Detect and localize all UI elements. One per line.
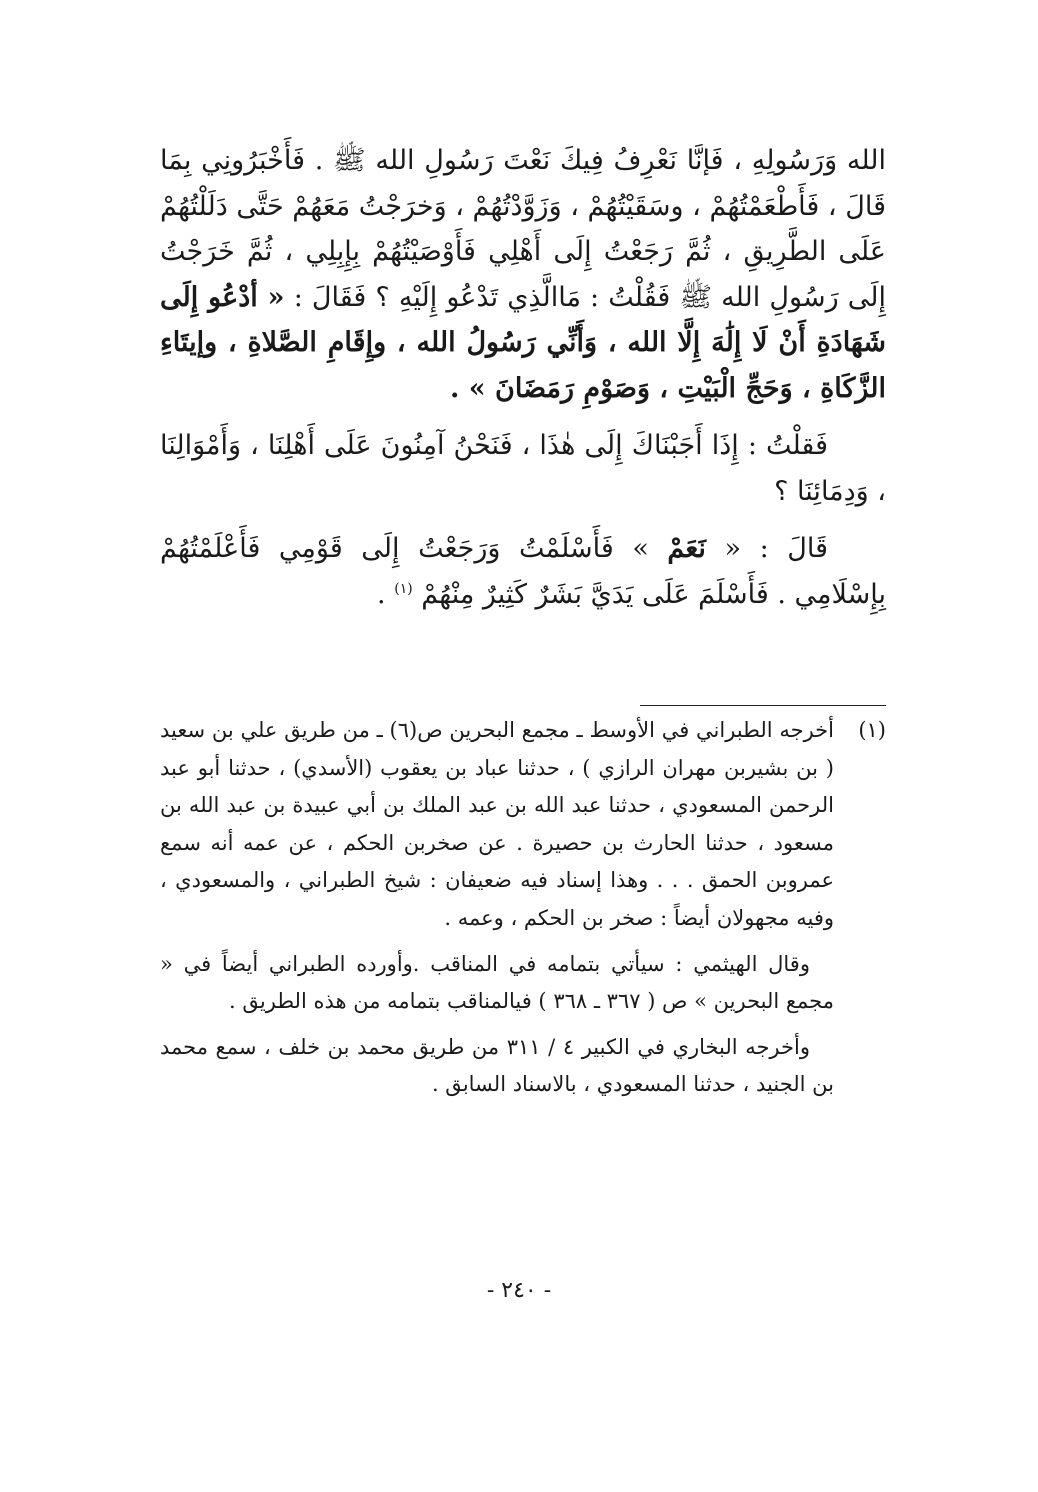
paragraph-3 (160, 526, 886, 617)
paragraph-3-bold-word: نَعَمْ (667, 533, 706, 564)
footnote-paragraph-3: وأخرجه البخاري في الكبير ٤ / ٣١١ من طريق محمد بن خلف ، سمع محمد بن الجنيد ، حدثنا المسعودي ، بالاسناد السابق . (160, 1034, 834, 1097)
paragraph-1 (160, 138, 886, 411)
footnote-1 (160, 712, 886, 1104)
footnote-body (160, 712, 834, 1104)
main-text (160, 138, 886, 617)
footnote-separator-rule (640, 705, 886, 706)
footnote-paragraph-2: وقال الهيثمي : سيأتي بتمامه في المناقب .وأورده الطبراني أيضاً في « مجمع البحرين » ص ( ٣٦٧ ـ ٣٦٨ ) فيالمناقب بتمامه من هذه الطريق . (160, 951, 834, 1014)
page-number: - ٢٤٠ - (486, 1278, 552, 1303)
prophet-quote: « أدْعُو إِلَى شَهَادَةِ أَنْ لَا إِلَٰهَ إِلَّا الله ، وَأَنِّي رَسُولُ الله ، وإِقَامِ الصَّلاةِ ، وإيتَاءِ الزَّكَاةِ ، وَحَجِّ الْبَيْتِ ، وَصَوْمِ رَمَضَانَ » . (160, 281, 886, 404)
paragraph-3-end: . (377, 578, 395, 610)
paragraph-1-text: الله وَرَسُولِهِ ، فَإنَّا نَعْرِفُ فِيكَ نَعْتَ رَسُولِ الله ﷺ . فَأَخْبَرُونِي بِمَا قَالَ ، فَأَطْعَمْتُهُمْ ، وسَقَيْتُهُمْ ، وَزَوَّدْتُهُمْ ، وَخرَجْتُ مَعَهُمْ حَتَّى دَلَلْتُهُمْ عَلَى الطَّرِيقِ ، ثُمَّ رَجَعْتُ إِلَى أَهْلِي فَأَوْصَيْتُهُمْ بِإِبِلِي ، ثُمَّ خَرَجْتُ إِلَى رَسُولِ الله ﷺ فَقُلْتُ : مَاالَّذِي تَدْعُو إِلَيْهِ ؟ فَقَالَ : (160, 145, 886, 313)
footnote-reference: (١) (394, 580, 413, 597)
paragraph-2: فَقلْتُ : إِذَا أَجَبْنَاكَ إِلَى هٰذَا ، فَنَحْنُ آمِنُونَ عَلَى أَهْلِنَا ، وَأَمْوَالِنَا ، وَدِمَائِنَا ؟ (160, 430, 886, 507)
paragraph-3-start: قَالَ : « (705, 533, 828, 564)
footnote-paragraph-1: أخرجه الطبراني في الأوسط ـ مجمع البحرين ص(٦) ـ من طريق علي بن سعيد ( بن بشيربن مهران الرازي ) ، حدثنا عباد بن يعقوب (الأسدي) ، حدثنا أبو عبد الرحمن المسعودي ، حدثنا عبد الله بن عبد الملك بن أبي عبيدة بن عبد الله بن مسعود ، حدثنا الحارث بن حصيرة . عن صخربن الحكم ، عن عمه أنه سمع عمروبن الحمق . . . وهذا إسناد فيه ضعيفان : شيخ الطبراني ، والمسعودي ، وفيه مجهولان أيضاً : صخر بن الحكم ، وعمه . (160, 718, 834, 930)
paragraph-3-rest: » فَأَسْلَمْتُ وَرَجَعْتُ إِلَى قَوْمِي فَأَعْلَمْتُهُمْ بِإِسْلَامِي . فَأَسْلَمَ عَلَى يَدَيَّ بَشَرٌ كَثِيرٌ مِنْهُمْ (160, 533, 886, 610)
footnote-number: (١) (858, 718, 886, 742)
footnotes (160, 712, 886, 1104)
